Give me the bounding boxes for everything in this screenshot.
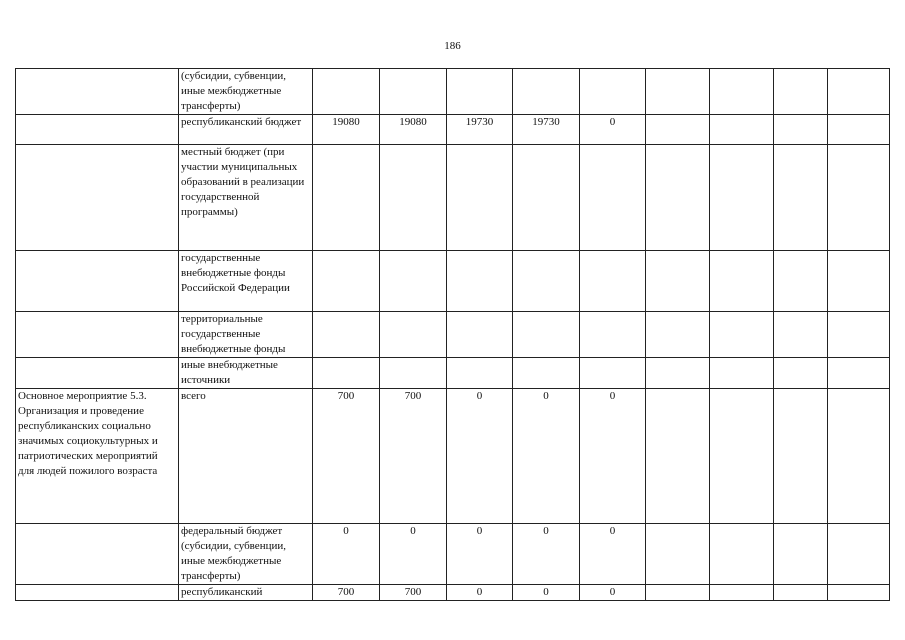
value-cell: 19730 bbox=[447, 115, 513, 145]
value-cell: 0 bbox=[513, 524, 580, 585]
empty-cell bbox=[774, 358, 828, 389]
funding-source-cell: федеральный бюджет (субсидии, субвенции, иные межбюджетные трансферты) bbox=[179, 524, 313, 585]
funding-source-cell: (субсидии, субвенции, иные межбюджетные трансферты) bbox=[179, 69, 313, 115]
empty-cell bbox=[646, 312, 710, 358]
empty-cell bbox=[646, 115, 710, 145]
value-cell: 700 bbox=[380, 585, 447, 601]
empty-cell bbox=[828, 358, 890, 389]
empty-cell bbox=[710, 358, 774, 389]
value-cell: 0 bbox=[580, 389, 646, 524]
empty-cell bbox=[774, 389, 828, 524]
empty-cell bbox=[710, 524, 774, 585]
activity-cell bbox=[16, 524, 179, 585]
empty-cell bbox=[828, 251, 890, 312]
activity-cell bbox=[16, 251, 179, 312]
value-cell bbox=[580, 312, 646, 358]
empty-cell bbox=[828, 524, 890, 585]
table-row bbox=[16, 115, 890, 145]
value-cell bbox=[313, 69, 380, 115]
value-cell bbox=[513, 145, 580, 251]
funding-source-cell: государственные внебюджетные фонды Российской Федерации bbox=[179, 251, 313, 312]
value-cell bbox=[313, 358, 380, 389]
funding-source-cell: республиканский bbox=[179, 585, 313, 601]
value-cell bbox=[380, 312, 447, 358]
empty-cell bbox=[646, 358, 710, 389]
empty-cell bbox=[710, 585, 774, 601]
empty-cell bbox=[646, 585, 710, 601]
empty-cell bbox=[646, 524, 710, 585]
empty-cell bbox=[828, 389, 890, 524]
value-cell: 0 bbox=[580, 115, 646, 145]
value-cell bbox=[447, 69, 513, 115]
value-cell bbox=[447, 312, 513, 358]
value-cell bbox=[580, 358, 646, 389]
activity-cell bbox=[16, 585, 179, 601]
value-cell: 0 bbox=[447, 389, 513, 524]
table-row bbox=[16, 358, 890, 389]
value-cell bbox=[513, 251, 580, 312]
value-cell: 0 bbox=[513, 585, 580, 601]
activity-cell: Основное мероприятие 5.3. Организация и проведение республиканских социально значимых социокультурных и патриотических мероприятий для людей пожилого возраста bbox=[16, 389, 179, 524]
value-cell bbox=[380, 69, 447, 115]
table-row bbox=[16, 524, 890, 585]
funding-source-cell: республиканский бюджет bbox=[179, 115, 313, 145]
funding-source-cell: территориальные государственные внебюджетные фонды bbox=[179, 312, 313, 358]
value-cell: 0 bbox=[380, 524, 447, 585]
empty-cell bbox=[828, 585, 890, 601]
empty-cell bbox=[774, 312, 828, 358]
empty-cell bbox=[828, 145, 890, 251]
value-cell: 700 bbox=[380, 389, 447, 524]
table-row bbox=[16, 312, 890, 358]
activity-cell bbox=[16, 358, 179, 389]
empty-cell bbox=[646, 251, 710, 312]
table-row bbox=[16, 145, 890, 251]
value-cell bbox=[580, 145, 646, 251]
value-cell: 700 bbox=[313, 585, 380, 601]
empty-cell bbox=[646, 145, 710, 251]
value-cell bbox=[580, 69, 646, 115]
value-cell bbox=[580, 251, 646, 312]
table-row bbox=[16, 585, 890, 601]
empty-cell bbox=[828, 312, 890, 358]
table-row bbox=[16, 251, 890, 312]
activity-cell bbox=[16, 115, 179, 145]
value-cell bbox=[380, 358, 447, 389]
empty-cell bbox=[710, 145, 774, 251]
value-cell bbox=[513, 358, 580, 389]
value-cell bbox=[313, 251, 380, 312]
funding-source-cell: всего bbox=[179, 389, 313, 524]
empty-cell bbox=[828, 69, 890, 115]
value-cell: 19080 bbox=[313, 115, 380, 145]
value-cell: 0 bbox=[447, 524, 513, 585]
empty-cell bbox=[774, 115, 828, 145]
activity-cell bbox=[16, 145, 179, 251]
value-cell: 0 bbox=[580, 524, 646, 585]
value-cell: 0 bbox=[447, 585, 513, 601]
page-number: 186 bbox=[444, 40, 461, 52]
budget-table bbox=[15, 68, 890, 601]
value-cell bbox=[313, 312, 380, 358]
value-cell bbox=[380, 145, 447, 251]
value-cell: 700 bbox=[313, 389, 380, 524]
empty-cell bbox=[646, 389, 710, 524]
empty-cell bbox=[774, 251, 828, 312]
value-cell bbox=[447, 358, 513, 389]
funding-source-cell: местный бюджет (при участии муниципальных образований в реализации государственной программы) bbox=[179, 145, 313, 251]
value-cell bbox=[447, 145, 513, 251]
value-cell: 0 bbox=[313, 524, 380, 585]
table-row bbox=[16, 69, 890, 115]
value-cell bbox=[513, 69, 580, 115]
empty-cell bbox=[774, 145, 828, 251]
empty-cell bbox=[710, 389, 774, 524]
table-row bbox=[16, 389, 890, 524]
empty-cell bbox=[774, 524, 828, 585]
value-cell: 0 bbox=[513, 389, 580, 524]
empty-cell bbox=[710, 69, 774, 115]
empty-cell bbox=[710, 251, 774, 312]
empty-cell bbox=[710, 312, 774, 358]
value-cell bbox=[380, 251, 447, 312]
value-cell: 19730 bbox=[513, 115, 580, 145]
value-cell: 0 bbox=[580, 585, 646, 601]
activity-cell bbox=[16, 312, 179, 358]
empty-cell bbox=[710, 115, 774, 145]
value-cell bbox=[513, 312, 580, 358]
activity-cell bbox=[16, 69, 179, 115]
empty-cell bbox=[774, 69, 828, 115]
empty-cell bbox=[828, 115, 890, 145]
value-cell: 19080 bbox=[380, 115, 447, 145]
value-cell bbox=[313, 145, 380, 251]
empty-cell bbox=[774, 585, 828, 601]
empty-cell bbox=[646, 69, 710, 115]
funding-source-cell: иные внебюджетные источники bbox=[179, 358, 313, 389]
value-cell bbox=[447, 251, 513, 312]
